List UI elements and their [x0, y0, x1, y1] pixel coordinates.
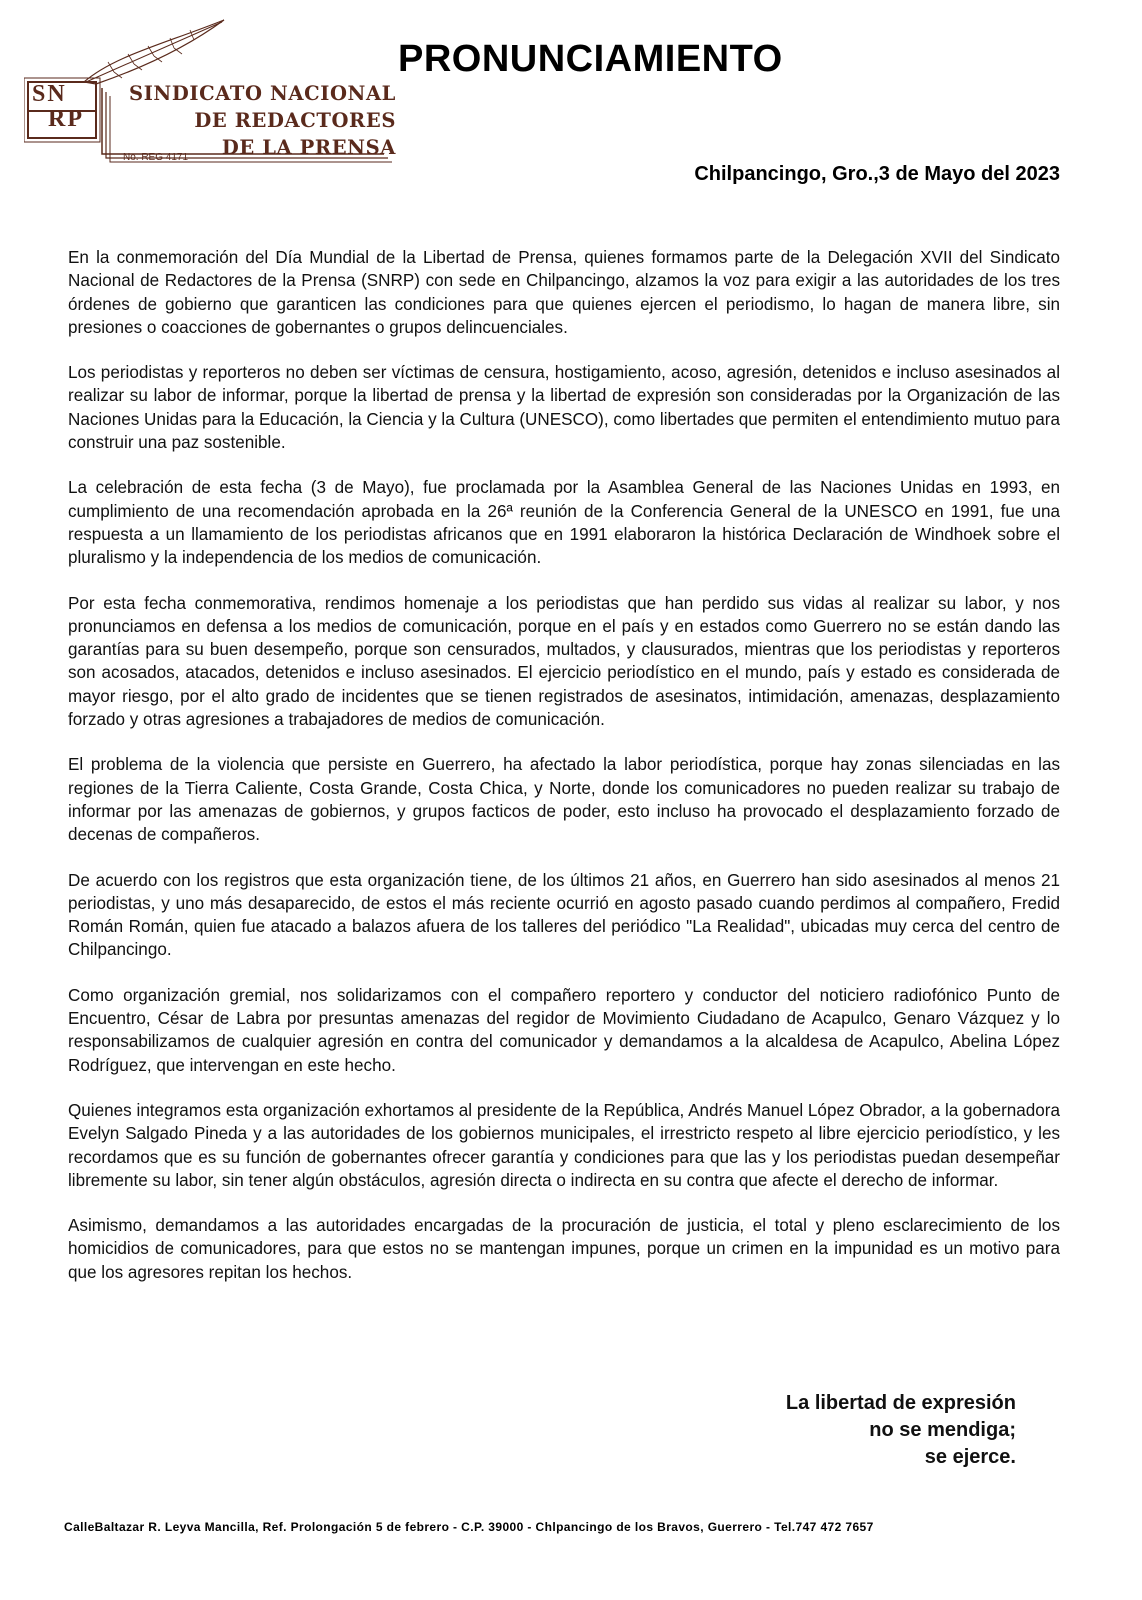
union-name — [120, 80, 396, 161]
paragraph: Quienes integramos esta organización exhortamos al presidente de la República, Andrés Manuel López Obrador, a la gobernadora Evelyn Salgado Pineda y a las autoridades de los gobiernos municipales, el irrestricto respeto al libre ejercicio periodístico, y les recordamos que es su función de gobernantes ofrecer garantía y condiciones para que las y los periodistas puedan desempeñar libremente su labor, sin tener algún obstáculos, agresión directa o indirecta en su contra que afecte el derecho de informar. — [68, 1100, 1060, 1190]
motto-line-3: se ejerce. — [924, 1446, 1016, 1468]
paragraph: Asimismo, demandamos a las autoridades encargadas de la procuración de justicia, el total y pleno esclarecimiento de los homicidios de comunicadores, para que estos no se mantengan impunes, porque un crimen en la impunidad es un motivo para que los agresores repitan los hechos. — [68, 1216, 1060, 1282]
union-name-line-3: DE LA PRENSA — [221, 136, 396, 159]
paragraph: La celebración de esta fecha (3 de Mayo), fue proclamada por la Asamblea General de las Naciones Unidas en 1993, en cumplimiento de una recomendación aprobada en la 26ª reunión de la Conferencia General de la UNESCO en 1991, fue una respuesta a un llamamiento de los periodistas africanos que en 1991 elaboraron la histórica Declaración de Windhoek sobre el pluralismo y la independencia de los medios de comunicación. — [68, 478, 1060, 568]
place-and-date: Chilpancingo, Gro.,3 de Mayo del 2023 — [694, 163, 1060, 185]
paragraph: Los periodistas y reporteros no deben ser víctimas de censura, hostigamiento, acoso, agresión, detenidos e incluso asesinados al realizar su labor de informar, porque la libertad de prensa y la libertad de expresión son consideradas por la Organización de las Naciones Unidas para la Educación, la Ciencia y la Cultura (UNESCO), como libertades que permiten el entendimiento mutuo para construir una paz sostenible. — [68, 363, 1060, 453]
document-title: PRONUNCIAMIENTO — [398, 38, 783, 80]
union-name-line-1: SINDICATO NACIONAL — [129, 82, 396, 105]
monogram-bottom: RP — [48, 106, 84, 132]
motto-line-2: no se mendiga; — [869, 1419, 1016, 1441]
snrp-logo — [24, 16, 396, 168]
paragraph: El problema de la violencia que persiste en Guerrero, ha afectado la labor periodística, porque hay zonas silenciadas en las regiones de la Tierra Caliente, Costa Grande, Costa Chica, y Norte, donde los comunicadores no pueden realizar su trabajo de informar por las amenazas de gobiernos, y grupos facticos de poder, esto incluso ha provocado el desplazamiento forzado de decenas de compañeros. — [68, 755, 1060, 845]
document-body — [68, 246, 1060, 1306]
closing-motto — [786, 1390, 1016, 1471]
footer-address: CalleBaltazar R. Leyva Mancilla, Ref. Prolongación 5 de febrero - C.P. 39000 - Chlpancingo de los Bravos, Guerrero - Tel.747 472 7657 — [64, 1520, 874, 1534]
monogram-top: SN — [32, 81, 67, 107]
union-name-line-2: DE REDACTORES — [194, 109, 396, 132]
paragraph: Como organización gremial, nos solidarizamos con el compañero reportero y conductor del noticiero radiofónico Punto de Encuentro, César de Labra por presuntas amenazas del regidor de Movimiento Ciudadano de Acapulco, Genaro Vázquez y lo responsabilizamos de cualquier agresión en contra del comunicador y demandamos a la alcaldesa de Acapulco, Abelina López Rodríguez, que intervengan en este hecho. — [68, 985, 1060, 1075]
paragraph: De acuerdo con los registros que esta organización tiene, de los últimos 21 años, en Guerrero han sido asesinados al menos 21 periodistas, y uno más desaparecido, de estos el más reciente ocurrió en agosto pasado cuando perdimos al compañero, Fredid Román Román, quien fue atacado a balazos afuera de los talleres del periódico "La Realidad", ubicadas muy cerca del centro de Chilpancingo. — [68, 870, 1060, 960]
paragraph: En la conmemoración del Día Mundial de la Libertad de Prensa, quienes formamos parte de la Delegación XVII del Sindicato Nacional de Redactores de la Prensa (SNRP) con sede en Chilpancingo, alzamos la voz para exigir a las autoridades de los tres órdenes de gobierno que garanticen las condiciones para que quienes ejercen el periodismo, lo hagan de manera libre, sin presiones o coacciones de gobernantes o grupos delincuenciales. — [68, 248, 1060, 337]
motto-line-1: La libertad de expresión — [785, 1392, 1016, 1414]
registration-number: No. REG 4171 — [123, 152, 189, 163]
paragraph: Por esta fecha conmemorativa, rendimos homenaje a los periodistas que han perdido sus vidas al realizar su labor, y nos pronunciamos en defensa a los medios de comunicación, porque en el país y en estados como Guerrero no se están dando las garantías para su buen desempeño, porque son censurados, multados, y clausurados, mientras que los periodistas y reporteros son acosados, atacados, detenidos e incluso asesinados. El ejercicio periodístico en el mundo, país y estado es considerada de mayor riesgo, por el alto grado de incidentes que se tienen registrados de asesinatos, intimidación, amenazas, desplazamiento forzado y otras agresiones a trabajadores de medios de comunicación. — [68, 593, 1060, 730]
logo-monogram — [32, 82, 104, 132]
